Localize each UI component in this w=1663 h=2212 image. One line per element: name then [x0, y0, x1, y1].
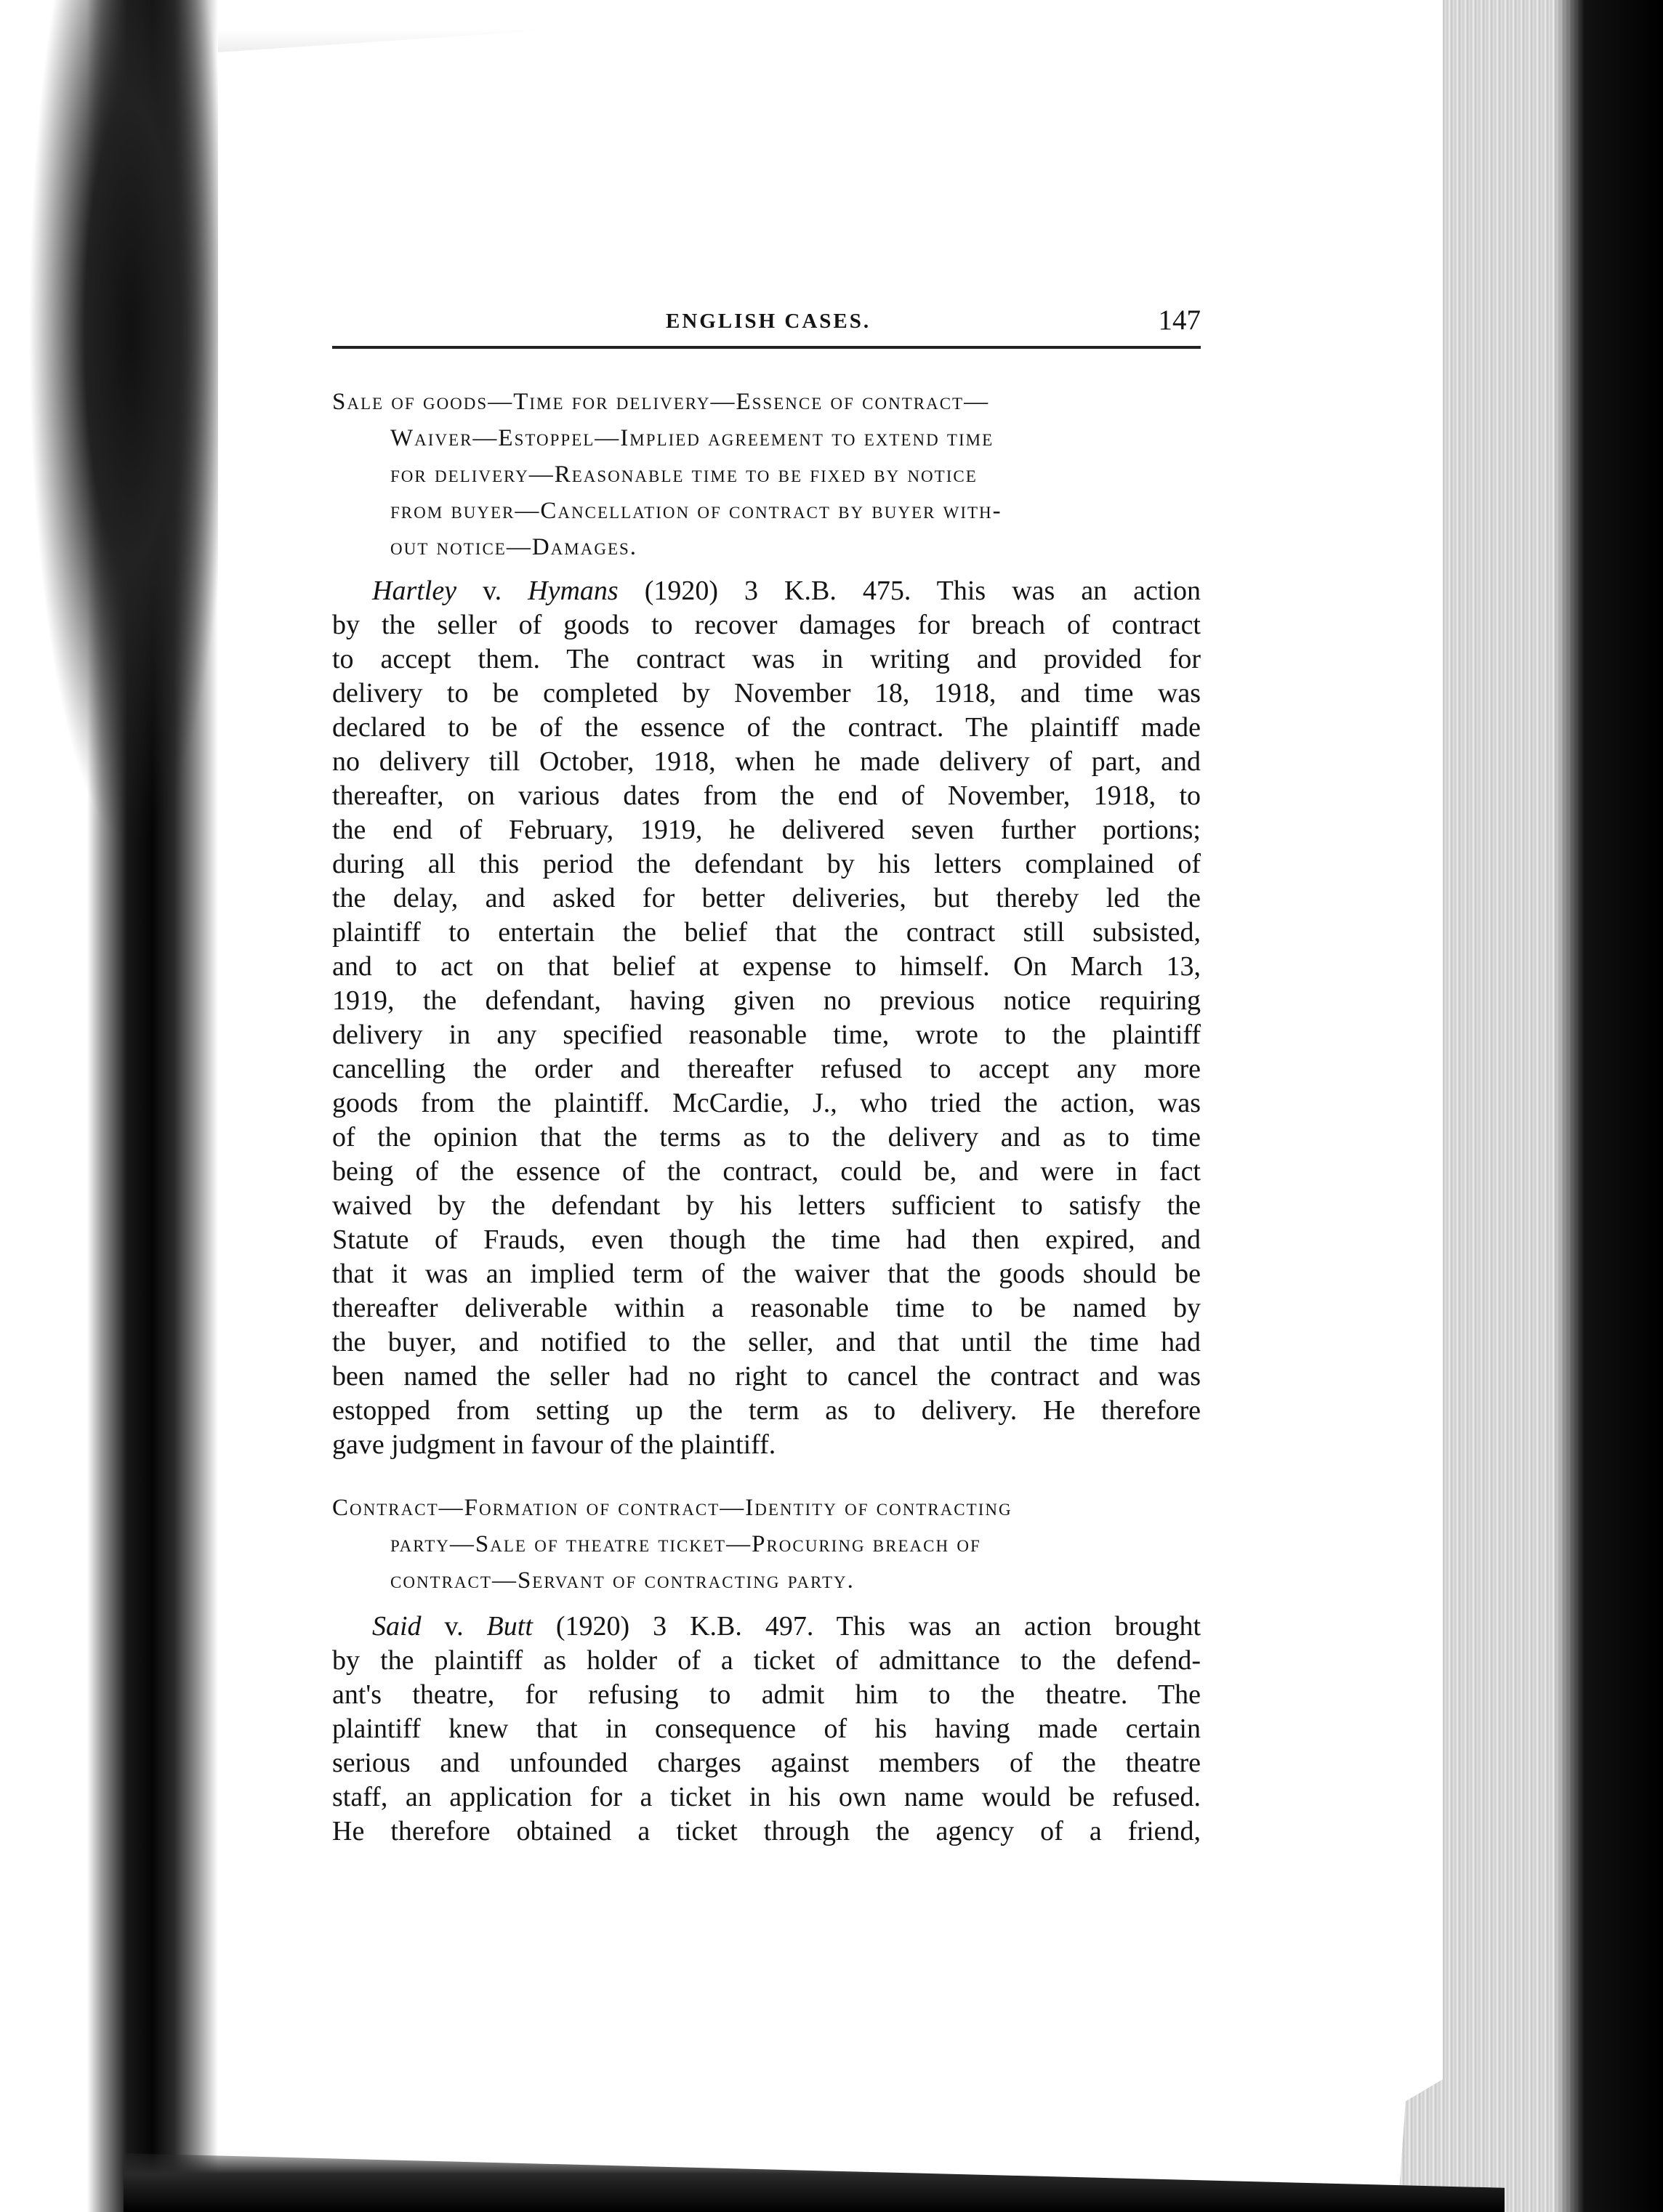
case-line: cancelling the order and thereafter refused to accept any more	[332, 1054, 1201, 1084]
headnote-line: from buyer—Cancellation of contract by buyer with-	[390, 498, 1002, 524]
page-number: 147	[1158, 304, 1201, 336]
case-versus: v.	[483, 576, 502, 606]
scan-shadow-top	[0, 0, 1563, 84]
case-line: plaintiff knew that in consequence of his having made certain	[332, 1714, 1201, 1744]
case-line: goods from the plaintiff. McCardie, J., who tried the action, was	[332, 1088, 1201, 1118]
case-summary-hartley-v-hymans	[332, 574, 1201, 1462]
case-line: been named the seller had no right to cancel the contract and was	[332, 1361, 1201, 1392]
case-party: Butt	[486, 1611, 533, 1642]
case-line: by the plaintiff as holder of a ticket of admittance to the defend-	[332, 1645, 1201, 1676]
headnote-line: Waiver—Estoppel—Implied agreement to extend time	[390, 425, 994, 451]
case-line: declared to be of the essence of the contract. The plaintiff made	[332, 712, 1201, 743]
case-line: of the opinion that the terms as to the delivery and as to time	[332, 1122, 1201, 1153]
case-line: waived by the defendant by his letters sufficient to satisfy the	[332, 1190, 1201, 1221]
case-line: that it was an implied term of the waiver that the goods should be	[332, 1259, 1201, 1289]
case-name: Said	[372, 1611, 422, 1642]
case-line: Statute of Frauds, even though the time had then expired, and	[332, 1224, 1201, 1255]
case-text: This was an action	[936, 576, 1201, 606]
case-line: to accept them. The contract was in writing and provided for	[332, 644, 1201, 674]
scan-shadow-right	[1554, 0, 1663, 2212]
headnote-line: Sale of goods—Time for delivery—Essence of contract—	[332, 389, 990, 415]
case-citation: (1920) 3 K.B. 497.	[555, 1611, 814, 1642]
case-line: gave judgment in favour of the plaintiff.	[332, 1429, 776, 1460]
case-citation: (1920) 3 K.B. 475.	[644, 576, 911, 606]
case-line: the delay, and asked for better deliveries, but thereby led the	[332, 883, 1201, 913]
headnote-contract	[332, 1490, 1201, 1599]
case-line: no delivery till October, 1918, when he made delivery of part, and	[332, 746, 1201, 777]
case-line: during all this period the defendant by his letters complained of	[332, 849, 1201, 879]
headnote-line: Contract—Formation of contract—Identity of contracting	[332, 1495, 1012, 1521]
case-first-line	[332, 1610, 1201, 1644]
header-rule	[332, 346, 1201, 349]
case-line: serious and unfounded charges against members of the theatre	[332, 1748, 1201, 1778]
case-line: 1919, the defendant, having given no previous notice requiring	[332, 985, 1201, 1016]
headnote-line: party—Sale of theatre ticket—Procuring breach of	[390, 1531, 981, 1557]
case-line: estopped from setting up the term as to delivery. He therefore	[332, 1395, 1201, 1426]
book-gutter-shadow	[0, 0, 218, 2212]
case-party: Hymans	[528, 576, 619, 606]
headnote-line: for delivery—Reasonable time to be fixed by notice	[390, 461, 978, 488]
case-line: delivery to be completed by November 18, 1918, and time was	[332, 678, 1201, 709]
headnote-sale-of-goods	[332, 384, 1201, 565]
headnote-line: out notice—Damages.	[390, 534, 638, 560]
case-line: the end of February, 1919, he delivered seven further portions;	[332, 815, 1201, 845]
case-line: and to act on that belief at expense to himself. On March 13,	[332, 951, 1201, 982]
case-line: delivery in any specified reasonable time, wrote to the plaintiff	[332, 1020, 1201, 1050]
scan-shadow-bottom	[124, 2143, 1505, 2212]
case-line: ant's theatre, for refusing to admit him to the theatre. The	[332, 1679, 1201, 1710]
case-text: This was an action brought	[836, 1611, 1201, 1642]
case-line: thereafter, on various dates from the end of November, 1918, to	[332, 780, 1201, 811]
case-line: the buyer, and notified to the seller, and that until the time had	[332, 1327, 1201, 1357]
case-summary-said-v-butt	[332, 1610, 1201, 1849]
case-line: by the seller of goods to recover damages for breach of contract	[332, 610, 1201, 640]
case-line: thereafter deliverable within a reasonable time to be named by	[332, 1293, 1201, 1323]
case-line: plaintiff to entertain the belief that the contract still subsisted,	[332, 917, 1201, 948]
case-versus: v.	[444, 1611, 464, 1642]
case-name: Hartley	[372, 576, 457, 606]
case-line: being of the essence of the contract, could be, and were in fact	[332, 1156, 1201, 1187]
case-line: staff, an application for a ticket in his own name would be refused.	[332, 1782, 1201, 1812]
running-title: ENGLISH CASES.	[666, 310, 871, 333]
case-line: He therefore obtained a ticket through the agency of a friend,	[332, 1816, 1201, 1846]
headnote-line: contract—Servant of contracting party.	[390, 1567, 855, 1594]
running-head	[332, 304, 1201, 350]
case-first-line	[332, 574, 1201, 608]
